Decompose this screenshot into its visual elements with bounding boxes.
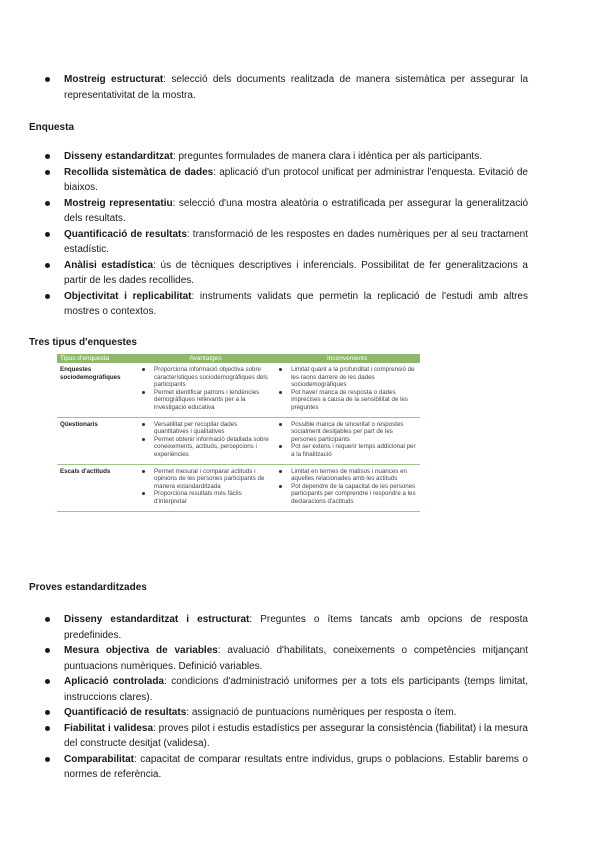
table-cell-pros	[137, 417, 274, 464]
column-header: Inconvenients	[274, 354, 420, 363]
enquesta-bullet-list	[0, 149, 600, 320]
bullet-icon	[45, 232, 50, 237]
item-term: Mesura objectiva de variables	[64, 645, 218, 656]
list-item	[0, 165, 600, 196]
cell-text: Pot haver manca de resposta o dades imprecises a causa de la sensibilitat de les preguntes	[291, 388, 408, 411]
cell-text: Pot dependre de la capacitat de les persones participants per comprendre i respondre a les declaracions d'actituds	[291, 482, 416, 505]
item-description: : assignació de puntuacions numèriques per resposta o ítem.	[186, 707, 457, 718]
item-description: : avaluació d'habilitats, coneixements o competències mitjançant puntuacions numèriques. Definició variables.	[64, 645, 529, 672]
bullet-icon	[279, 470, 282, 473]
list-item	[277, 468, 417, 483]
list-item	[0, 643, 600, 674]
column-header: Tipus d'enquesta	[57, 354, 137, 363]
list-item	[140, 421, 271, 436]
bullet-icon	[45, 648, 50, 653]
table-cell-type: Qüestionaris	[57, 417, 137, 464]
item-description: : instruments validats que permetin la replicació de l'estudi amb altres mostres o contextos.	[64, 290, 528, 317]
item-description: : selecció d'una mostra aleatòria o estratificada per assegurar la generalització dels resultats.	[64, 197, 529, 224]
bullet-icon	[45, 679, 50, 684]
item-term: Objectivitat i replicabilitat	[64, 290, 192, 302]
list-item	[0, 721, 600, 752]
list-item	[0, 196, 600, 227]
table-cell-pros	[137, 464, 274, 511]
bullet-icon	[279, 485, 282, 488]
table-row	[57, 417, 420, 464]
survey-types-table	[57, 354, 420, 512]
item-term: Mostreig representatiu	[64, 197, 173, 209]
bullet-icon	[279, 368, 282, 371]
list-item	[140, 366, 271, 389]
bullet-icon	[142, 368, 145, 371]
table-cell-type: Escals d'actituds	[57, 464, 137, 511]
list-item	[140, 468, 271, 491]
list-item	[277, 443, 417, 458]
list-item	[0, 227, 600, 258]
top-bullet-list	[0, 72, 600, 103]
list-item	[0, 705, 600, 721]
bullet-icon	[45, 170, 50, 175]
list-item	[277, 389, 417, 412]
cell-text: Permet mesurar i comparar actituds i opinions de les persones participants de manera estandarditzada	[154, 467, 265, 490]
proves-bullet-list	[0, 612, 600, 783]
cell-text: Proporciona resultats més fàcils d'interpretar	[154, 490, 242, 505]
cell-text: Permet obtenir informació detallada sobre coneixements, actituds, percepcions i experiències	[154, 435, 269, 458]
bullet-icon	[142, 438, 145, 441]
item-term: Mostreig estructurat	[64, 74, 164, 85]
list-item	[277, 366, 417, 389]
column-header: Avantatges	[137, 354, 274, 363]
item-description: : preguntes formulades de manera clara i idèntica per als participants.	[172, 151, 482, 162]
bullet-icon	[142, 391, 145, 394]
list-item	[140, 389, 271, 412]
list-item	[0, 612, 600, 643]
table-cell-cons	[274, 464, 420, 511]
table-row	[57, 363, 420, 417]
item-term: Quantificació de resultats	[64, 707, 187, 718]
item-description: : capacitat de comparar resultats entre individus, grups o poblacions. Establir barems o normes de referència.	[64, 753, 528, 780]
bullet-icon	[45, 154, 50, 159]
bullet-icon	[142, 470, 145, 473]
item-description: : Preguntes o ítems tancats amb opcions de resposta predefinides.	[64, 614, 528, 641]
item-description: : condicions d'administració uniformes per a tots els participants (temps limitat, instruccions clares).	[64, 676, 528, 703]
bullet-icon	[142, 423, 145, 426]
section-heading-tres-tipus: Tres tipus d'enquestes	[29, 337, 137, 348]
item-description: : proves pilot i estudis estadístics per assegurar la consistència (fiabilitat) i la mesura del constructe desitjat (validesa).	[64, 722, 528, 749]
list-item	[277, 421, 417, 444]
list-item	[0, 674, 600, 705]
item-term: Disseny estandarditzat i estructurat	[64, 614, 250, 625]
section-heading-proves: Proves estandarditzades	[29, 582, 147, 593]
list-item	[0, 752, 600, 783]
list-item	[140, 490, 271, 505]
list-item	[0, 289, 600, 320]
cell-text: Proporciona informació objectiva sobre característiques sociodemogràfiques dels participants	[154, 366, 268, 389]
list-item	[140, 436, 271, 459]
cell-text: Possible manca de sinceritat o respostes socialment desitjables per part de les persones participants	[291, 420, 404, 443]
item-term: Anàlisi estadística	[64, 259, 154, 271]
cell-text: Limitat quant a la profunditat i comprensió de les raons darrere de les dades sociodemogràfiques	[291, 366, 415, 389]
table-cell-cons	[274, 363, 420, 417]
list-item	[0, 72, 600, 103]
item-term: Quantificació de resultats	[64, 228, 187, 240]
table-cell-type: Enquestes sociodemogràfiques	[57, 363, 137, 417]
bullet-icon	[45, 617, 50, 622]
bullet-icon	[45, 710, 50, 715]
bullet-icon	[45, 263, 50, 268]
item-term: Comparabilitat	[64, 753, 135, 765]
list-item	[277, 483, 417, 506]
bullet-icon	[279, 391, 282, 394]
bullet-icon	[45, 757, 50, 762]
item-description: : ús de tècniques descriptives i inferencials. Possibilitat de fer generalitzacions a partir de les dades recollides.	[64, 259, 528, 286]
cell-text: Permet identificar patrons i tendències demogràfiques rellevants per a la investigació educativa	[154, 388, 260, 411]
list-item	[0, 149, 600, 165]
cell-text: Limitat en termes de matisos i nuances en aquelles relacionades amb les actituds	[291, 467, 407, 483]
table-cell-pros	[137, 363, 274, 417]
item-description: : selecció dels documents realitzada de manera sistemàtica per assegurar la representativitat de la mostra.	[64, 74, 529, 101]
table-header-row	[57, 354, 420, 363]
cell-text: Versatilitat per recopilar dades quantitatives i qualitatives	[154, 420, 238, 436]
bullet-icon	[45, 294, 50, 299]
list-item	[0, 258, 600, 289]
bullet-icon	[142, 492, 145, 495]
item-term: Disseny estandarditzat	[64, 151, 173, 162]
item-description: : aplicació d'un protocol unificat per administrar l'enquesta. Evitació de biaixos.	[64, 166, 528, 193]
item-term: Fiabilitat i validesa	[64, 722, 154, 734]
bullet-icon	[45, 77, 50, 82]
table-row	[57, 464, 420, 511]
bullet-icon	[45, 726, 50, 731]
item-term: Recollida sistemàtica de dades	[64, 166, 214, 178]
item-description: : transformació de les respostes en dades numèriques per al seu tractament estadístic.	[64, 228, 528, 255]
bullet-icon	[45, 201, 50, 206]
section-heading-enquesta: Enquesta	[29, 122, 75, 133]
bullet-icon	[279, 445, 282, 448]
cell-text: Pot ser extens i requerir temps addicional per a la finalització	[291, 443, 416, 458]
item-term: Aplicació controlada	[64, 676, 164, 687]
bullet-icon	[279, 423, 282, 426]
table-cell-cons	[274, 417, 420, 464]
